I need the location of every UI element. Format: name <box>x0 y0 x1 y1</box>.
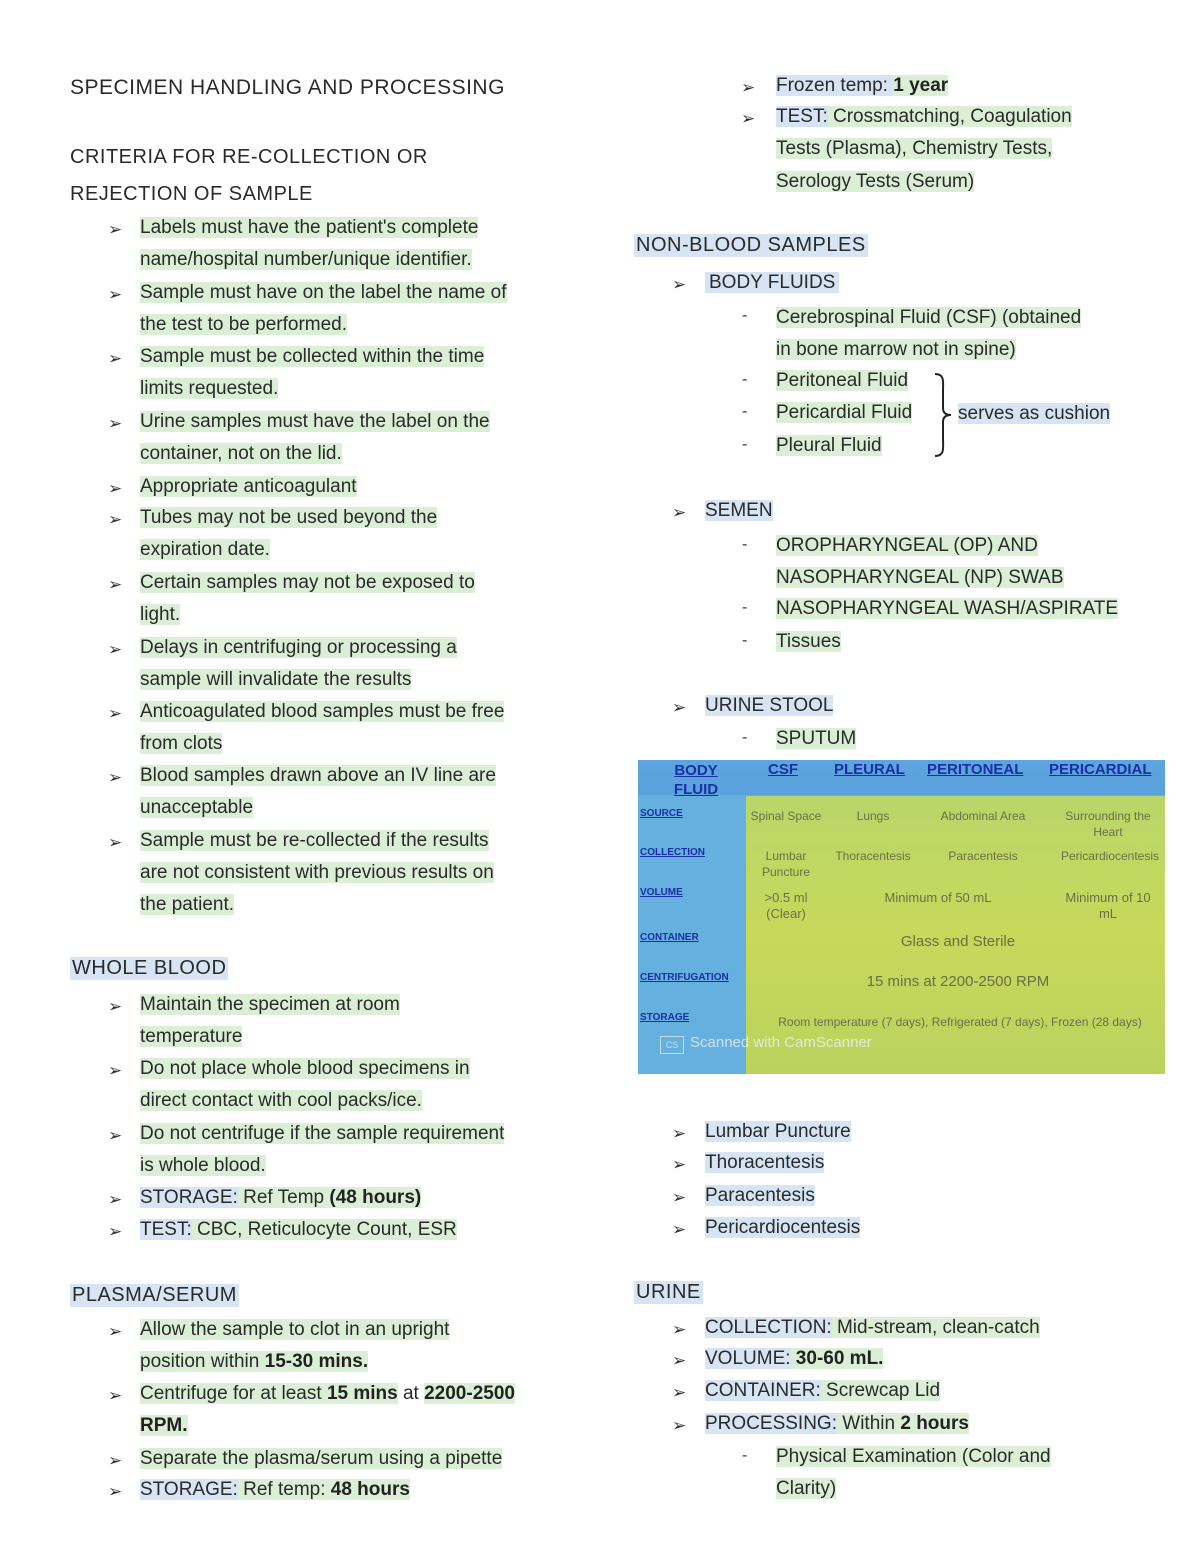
whole-blood-test <box>140 1214 457 1246</box>
plasma-centrifuge-time: 15 mins <box>326 1383 398 1404</box>
criteria-item-text: Delays in centrifuging or processing a <box>140 637 457 658</box>
criteria-item-line <box>140 857 494 889</box>
test-value: Crossmatching, Coagulation <box>827 106 1072 127</box>
csf-line-1 <box>776 302 1081 334</box>
frozen-label: Frozen temp: <box>776 75 894 96</box>
camscanner-logo-icon: CS <box>660 1036 684 1054</box>
table-cell: Spinal Space <box>750 809 822 823</box>
csf-line-2 <box>776 334 1016 366</box>
plasma-storage <box>140 1474 410 1506</box>
exam-line-1 <box>776 1441 1051 1473</box>
procedure-item <box>705 1116 851 1148</box>
dash-bullet-icon: - <box>742 403 748 420</box>
criteria-item-line <box>140 277 507 309</box>
dash-bullet-icon: - <box>742 536 748 553</box>
whole-blood-item-text: direct contact with cool packs/ice. <box>140 1090 422 1111</box>
arrow-bullet-icon: ➢ <box>672 1188 687 1207</box>
arrow-bullet-icon: ➢ <box>108 1190 123 1209</box>
semen-label: SEMEN <box>705 500 773 521</box>
table-header-csf: CSF <box>768 761 798 778</box>
plasma-clot-time: 15-30 mins. <box>264 1351 369 1372</box>
dash-bullet-icon: - <box>742 436 748 453</box>
right-test-line-2 <box>776 133 1052 165</box>
criteria-item-text: container, not on the lid. <box>140 443 342 464</box>
criteria-item-line <box>140 406 490 438</box>
arrow-bullet-icon: ➢ <box>108 575 123 594</box>
plasma-centrifuge-rpm: 2200-2500 <box>424 1383 515 1404</box>
sputum-text: SPUTUM <box>776 728 857 749</box>
table-cell: Minimum of 10 mL <box>1065 890 1151 921</box>
frozen-temp <box>776 70 948 102</box>
table-cell: Paracentesis <box>948 849 1018 863</box>
criteria-item-line <box>140 534 270 566</box>
criteria-item-text: Labels must have the patient's complete <box>140 217 479 238</box>
whole-blood-item-line <box>140 1118 504 1150</box>
criteria-item-line <box>140 728 222 760</box>
arrow-bullet-icon: ➢ <box>672 1124 687 1143</box>
whole-blood-item-text: is whole blood. <box>140 1155 266 1176</box>
pleural-text: Pleural Fluid <box>776 435 882 456</box>
plasma-item-3 <box>140 1443 502 1475</box>
table-row-label-volume: VOLUME <box>640 887 683 898</box>
urine-heading: URINE <box>636 1281 701 1303</box>
arrow-bullet-icon: ➢ <box>108 1386 123 1405</box>
criteria-item-line <box>140 244 472 276</box>
arrow-bullet-icon: ➢ <box>108 1061 123 1080</box>
arrow-bullet-icon: ➢ <box>672 698 687 717</box>
storage-value: Ref Temp <box>237 1187 330 1208</box>
dash-bullet-icon: - <box>742 371 748 388</box>
pericardial-text: Pericardial Fluid <box>776 402 913 423</box>
arrow-bullet-icon: ➢ <box>672 275 687 294</box>
test-value: CBC, Reticulocyte Count, ESR <box>191 1219 457 1240</box>
criteria-item-text: the patient. <box>140 894 235 915</box>
table-cell: Abdominal Area <box>940 809 1026 823</box>
dash-bullet-icon: - <box>742 599 748 616</box>
whole-blood-item-line <box>140 989 400 1021</box>
body-fluid-table-image <box>638 760 1165 1074</box>
procedure-text: Paracentesis <box>705 1185 815 1206</box>
arrow-bullet-icon: ➢ <box>108 349 123 368</box>
table-row-label-container: CONTAINER <box>640 932 699 943</box>
body-fluids-label: BODY FLUIDS <box>705 272 839 293</box>
criteria-item-text: Appropriate anticoagulant <box>140 476 357 497</box>
storage-label: STORAGE: <box>140 1187 238 1208</box>
criteria-item-line <box>140 212 478 244</box>
table-cell: Glass and Sterile <box>900 933 1016 950</box>
whole-blood-item-line <box>140 1021 242 1053</box>
table-cell: >0.5 ml (Clear) <box>764 890 808 921</box>
criteria-item-text: Sample must be collected within the time <box>140 346 485 367</box>
op-text: OROPHARYNGEAL (OP) AND <box>776 535 1038 556</box>
criteria-item-line <box>140 373 278 405</box>
processing-value: Within <box>836 1413 901 1434</box>
arrow-bullet-icon: ➢ <box>108 1451 123 1470</box>
arrow-bullet-icon: ➢ <box>672 1320 687 1339</box>
criteria-item-line <box>140 567 475 599</box>
table-row-label-centrifugation: CENTRIFUGATION <box>640 972 729 983</box>
procedure-text: Lumbar Puncture <box>705 1121 851 1142</box>
exam-line-2 <box>776 1473 836 1505</box>
arrow-bullet-icon: ➢ <box>108 479 123 498</box>
arrow-bullet-icon: ➢ <box>741 78 756 97</box>
pericardial-fluid <box>776 397 912 429</box>
csf-text: in bone marrow not in spine) <box>776 339 1016 360</box>
urine-container <box>705 1375 940 1407</box>
table-header-peritoneal: PERITONEAL <box>927 761 1024 778</box>
processing-time: 2 hours <box>900 1413 969 1434</box>
criteria-item-line <box>140 792 253 824</box>
dash-bullet-icon: - <box>742 1447 748 1464</box>
table-cell: Lumbar Puncture <box>761 849 811 879</box>
cushion-note <box>958 398 1110 430</box>
urine-processing <box>705 1408 969 1440</box>
np-wash <box>776 593 1118 625</box>
plasma-item-3-text: Separate the plasma/serum using a pipette <box>140 1448 503 1469</box>
criteria-item-text: Sample must have on the label the name of <box>140 282 507 303</box>
page-title: SPECIMEN HANDLING AND PROCESSING <box>70 76 505 99</box>
arrow-bullet-icon: ➢ <box>108 220 123 239</box>
procedure-item <box>705 1180 815 1212</box>
plasma-item-1-line-1 <box>140 1314 449 1346</box>
csf-text: Cerebrospinal Fluid (CSF) (obtained <box>776 307 1082 328</box>
volume-value: 30-60 mL. <box>790 1348 884 1369</box>
table-row-label-storage: STORAGE <box>640 1012 690 1023</box>
plasma-item-2-line-1 <box>140 1378 515 1410</box>
op-line-2 <box>776 562 1064 594</box>
whole-blood-item-line <box>140 1150 266 1182</box>
table-header-pleural: PLEURAL <box>834 761 905 778</box>
arrow-bullet-icon: ➢ <box>108 1482 123 1501</box>
urine-stool-label: URINE STOOL <box>705 695 834 716</box>
dash-bullet-icon: - <box>742 632 748 649</box>
criteria-item-line <box>140 889 234 921</box>
tissues-text: Tissues <box>776 631 841 652</box>
table-cell: Minimum of 50 mL <box>884 890 992 905</box>
curly-brace-icon <box>933 372 953 458</box>
peritoneal-fluid <box>776 365 908 397</box>
np-wash-text: NASOPHARYNGEAL WASH/ASPIRATE <box>776 598 1119 619</box>
table-header-pericardial: PERICARDIAL <box>1049 761 1152 778</box>
whole-blood-item-text: temperature <box>140 1026 243 1047</box>
body-fluids-heading <box>705 267 839 299</box>
criteria-item-text: sample will invalidate the results <box>140 669 412 690</box>
arrow-bullet-icon: ➢ <box>672 1220 687 1239</box>
procedure-item <box>705 1147 824 1179</box>
frozen-duration: 1 year <box>893 75 949 96</box>
procedure-text: Thoracentesis <box>705 1152 825 1173</box>
arrow-bullet-icon: ➢ <box>672 1351 687 1370</box>
arrow-bullet-icon: ➢ <box>108 768 123 787</box>
cushion-text: serves as cushion <box>958 403 1111 424</box>
arrow-bullet-icon: ➢ <box>672 1383 687 1402</box>
whole-blood-heading: WHOLE BLOOD <box>72 957 227 979</box>
criteria-item-line <box>140 664 411 696</box>
dash-bullet-icon: - <box>742 307 748 324</box>
criteria-item-text: from clots <box>140 733 223 754</box>
whole-blood-item-line <box>140 1085 422 1117</box>
test-label: TEST: <box>140 1219 192 1240</box>
arrow-bullet-icon: ➢ <box>108 1126 123 1145</box>
exam-text: Clarity) <box>776 1478 837 1499</box>
right-test-line-1 <box>776 101 1072 133</box>
whole-blood-item-text: Do not place whole blood specimens in <box>140 1058 470 1079</box>
criteria-item-line <box>140 471 357 503</box>
criteria-item-line <box>140 632 457 664</box>
criteria-item-text: Urine samples must have the label on the <box>140 411 490 432</box>
criteria-item-text: expiration date. <box>140 539 270 560</box>
table-cell: Lungs <box>856 809 890 823</box>
table-cell: Surrounding the Heart <box>1065 809 1151 839</box>
whole-blood-item-line <box>140 1053 470 1085</box>
table-header-body-fluid: BODY FLUID <box>673 762 719 798</box>
storage-value: Ref temp: <box>237 1479 331 1500</box>
scanner-watermark: Scanned with CamScanner <box>690 1034 872 1051</box>
procedure-item <box>705 1212 860 1244</box>
criteria-item-text: Blood samples drawn above an IV line are <box>140 765 496 786</box>
criteria-heading-line1: CRITERIA FOR RE-COLLECTION OR <box>70 146 428 168</box>
criteria-item-text: light. <box>140 604 181 625</box>
exam-text: Physical Examination (Color and <box>776 1446 1051 1467</box>
plasma-item-2-line-2 <box>140 1410 188 1442</box>
storage-label: STORAGE: <box>140 1479 238 1500</box>
container-label: CONTAINER: <box>705 1380 821 1401</box>
storage-duration: 48 hours <box>330 1479 410 1500</box>
test-value: Tests (Plasma), Chemistry Tests, <box>776 138 1053 159</box>
criteria-heading-line2: REJECTION OF SAMPLE <box>70 183 313 205</box>
plasma-serum-heading: PLASMA/SERUM <box>72 1284 237 1306</box>
criteria-item-line <box>140 760 496 792</box>
collection-value: Mid-stream, clean-catch <box>831 1317 1040 1338</box>
criteria-item-line <box>140 502 437 534</box>
arrow-bullet-icon: ➢ <box>108 1322 123 1341</box>
table-row-label-collection: COLLECTION <box>640 847 705 858</box>
urine-stool-heading <box>705 690 833 722</box>
table-cell: Room temperature (7 days), Refrigerated (7 days), Frozen (28 days) <box>778 1015 1142 1029</box>
whole-blood-item-text: Maintain the specimen at room <box>140 994 400 1015</box>
criteria-item-text: Anticoagulated blood samples must be free <box>140 701 505 722</box>
plasma-item-2-at: at <box>397 1383 425 1404</box>
urine-collection <box>705 1312 1040 1344</box>
table-cell: Pericardiocentesis <box>1060 849 1160 863</box>
arrow-bullet-icon: ➢ <box>108 997 123 1016</box>
dash-bullet-icon: - <box>742 729 748 746</box>
criteria-item-text: unacceptable <box>140 797 254 818</box>
right-test-line-3 <box>776 166 974 198</box>
container-value: Screwcap Lid <box>820 1380 941 1401</box>
criteria-item-line <box>140 309 347 341</box>
criteria-item-text: limits requested. <box>140 378 279 399</box>
tissues <box>776 626 841 658</box>
test-label: TEST: <box>776 106 828 127</box>
plasma-item-1-line-2 <box>140 1346 368 1378</box>
np-text: NASOPHARYNGEAL (NP) SWAB <box>776 567 1064 588</box>
storage-duration: (48 hours) <box>329 1187 422 1208</box>
arrow-bullet-icon: ➢ <box>672 1416 687 1435</box>
criteria-item-line <box>140 438 342 470</box>
arrow-bullet-icon: ➢ <box>108 414 123 433</box>
collection-label: COLLECTION: <box>705 1317 832 1338</box>
volume-label: VOLUME: <box>705 1348 791 1369</box>
arrow-bullet-icon: ➢ <box>108 704 123 723</box>
criteria-item-text: Tubes may not be used beyond the <box>140 507 438 528</box>
processing-label: PROCESSING: <box>705 1413 837 1434</box>
arrow-bullet-icon: ➢ <box>672 503 687 522</box>
arrow-bullet-icon: ➢ <box>108 640 123 659</box>
op-line-1 <box>776 530 1038 562</box>
criteria-item-text: Certain samples may not be exposed to <box>140 572 475 593</box>
criteria-item-line <box>140 696 504 728</box>
peritoneal-text: Peritoneal Fluid <box>776 370 909 391</box>
semen-heading <box>705 495 773 527</box>
plasma-item-1-text: Allow the sample to clot in an upright <box>140 1319 450 1340</box>
procedure-text: Pericardiocentesis <box>705 1217 861 1238</box>
whole-blood-storage <box>140 1182 421 1214</box>
arrow-bullet-icon: ➢ <box>741 109 756 128</box>
non-blood-heading: NON-BLOOD SAMPLES <box>636 234 866 256</box>
table-cell: Thoracentesis <box>835 849 911 863</box>
plasma-item-2-text: Centrifuge for at least <box>140 1383 327 1404</box>
table-cell: 15 mins at 2200-2500 RPM <box>866 973 1050 990</box>
urine-volume <box>705 1343 883 1375</box>
sputum <box>776 723 856 755</box>
criteria-item-line <box>140 341 484 373</box>
arrow-bullet-icon: ➢ <box>108 510 123 529</box>
arrow-bullet-icon: ➢ <box>108 833 123 852</box>
criteria-item-text: are not consistent with previous results on <box>140 862 494 883</box>
arrow-bullet-icon: ➢ <box>672 1155 687 1174</box>
plasma-rpm-unit: RPM. <box>140 1415 188 1436</box>
criteria-item-line <box>140 599 180 631</box>
test-value: Serology Tests (Serum) <box>776 171 975 192</box>
whole-blood-item-text: Do not centrifuge if the sample requirement <box>140 1123 505 1144</box>
criteria-item-text: Sample must be re-collected if the results <box>140 830 489 851</box>
table-row-label-source: SOURCE <box>640 808 683 819</box>
plasma-item-1-text-2: position within <box>140 1351 265 1372</box>
criteria-item-text: the test to be performed. <box>140 314 348 335</box>
pleural-fluid <box>776 430 882 462</box>
criteria-item-text: name/hospital number/unique identifier. <box>140 249 472 270</box>
arrow-bullet-icon: ➢ <box>108 285 123 304</box>
arrow-bullet-icon: ➢ <box>108 1222 123 1241</box>
criteria-item-line <box>140 825 489 857</box>
